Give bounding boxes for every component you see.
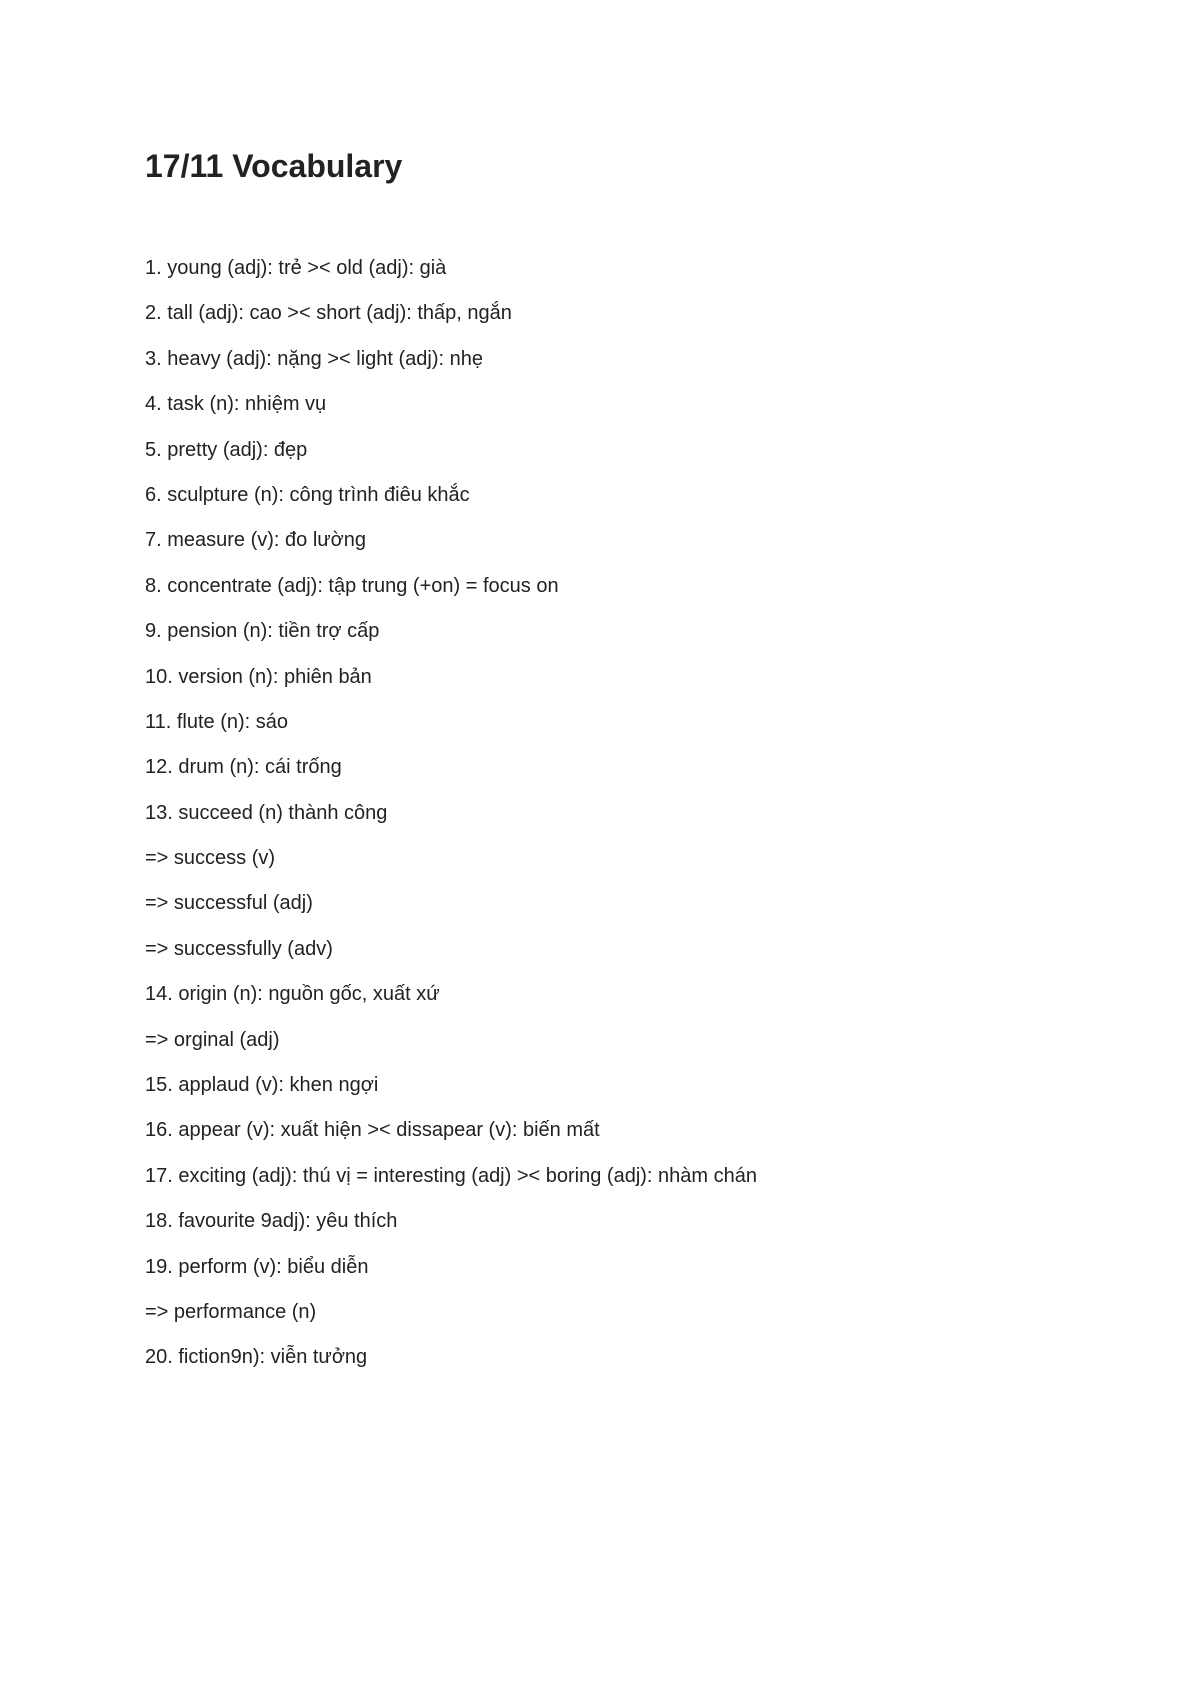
vocab-line: 20. fiction9n): viễn tưởng xyxy=(145,1346,368,1369)
vocab-line: 6. sculpture (n): công trình điêu khắc xyxy=(145,483,470,506)
vocab-line: 3. heavy (adj): nặng >< light (adj): nhẹ xyxy=(145,347,483,370)
vocab-line: 5. pretty (adj): đẹp xyxy=(145,438,308,461)
vocab-line: 1. young (adj): trẻ >< old (adj): già xyxy=(145,257,447,279)
vocab-line: 4. task (n): nhiệm vụ xyxy=(145,393,327,416)
vocab-line: 17. exciting (adj): thú vị = interesting (adj) >< boring (adj): nhàm chán xyxy=(145,1164,757,1187)
vocab-line: 7. measure (v): đo lường xyxy=(145,529,367,552)
vocab-line: 9. pension (n): tiền trợ cấp xyxy=(145,620,380,643)
vocab-line: 19. perform (v): biểu diễn xyxy=(145,1255,369,1278)
vocabulary-list xyxy=(145,254,757,1389)
vocab-line: => performance (n) xyxy=(145,1300,317,1323)
vocab-line: => orginal (adj) xyxy=(145,1028,280,1051)
vocab-line: => success (v) xyxy=(145,847,276,870)
vocab-line: 2. tall (adj): cao >< short (adj): thấp, ngắn xyxy=(145,302,512,325)
vocab-line: 13. succeed (n) thành công xyxy=(145,801,388,824)
vocab-line: => successful (adj) xyxy=(145,892,313,915)
document-title: 17/11 Vocabulary xyxy=(145,148,403,184)
vocab-line: 12. drum (n): cái trống xyxy=(145,756,342,779)
vocab-line: => successfully (adv) xyxy=(145,937,333,960)
vocab-line: 10. version (n): phiên bản xyxy=(145,665,372,688)
vocab-line: 14. origin (n): nguồn gốc, xuất xứ xyxy=(145,983,440,1006)
vocab-line: 18. favourite 9adj): yêu thích xyxy=(145,1210,398,1233)
vocab-line: 16. appear (v): xuất hiện >< dissapear (v): biến mất xyxy=(145,1119,600,1142)
vocab-line: 15. applaud (v): khen ngợi xyxy=(145,1074,379,1097)
vocab-line: 8. concentrate (adj): tập trung (+on) = focus on xyxy=(145,574,559,597)
vocab-line: 11. flute (n): sáo xyxy=(145,710,289,733)
